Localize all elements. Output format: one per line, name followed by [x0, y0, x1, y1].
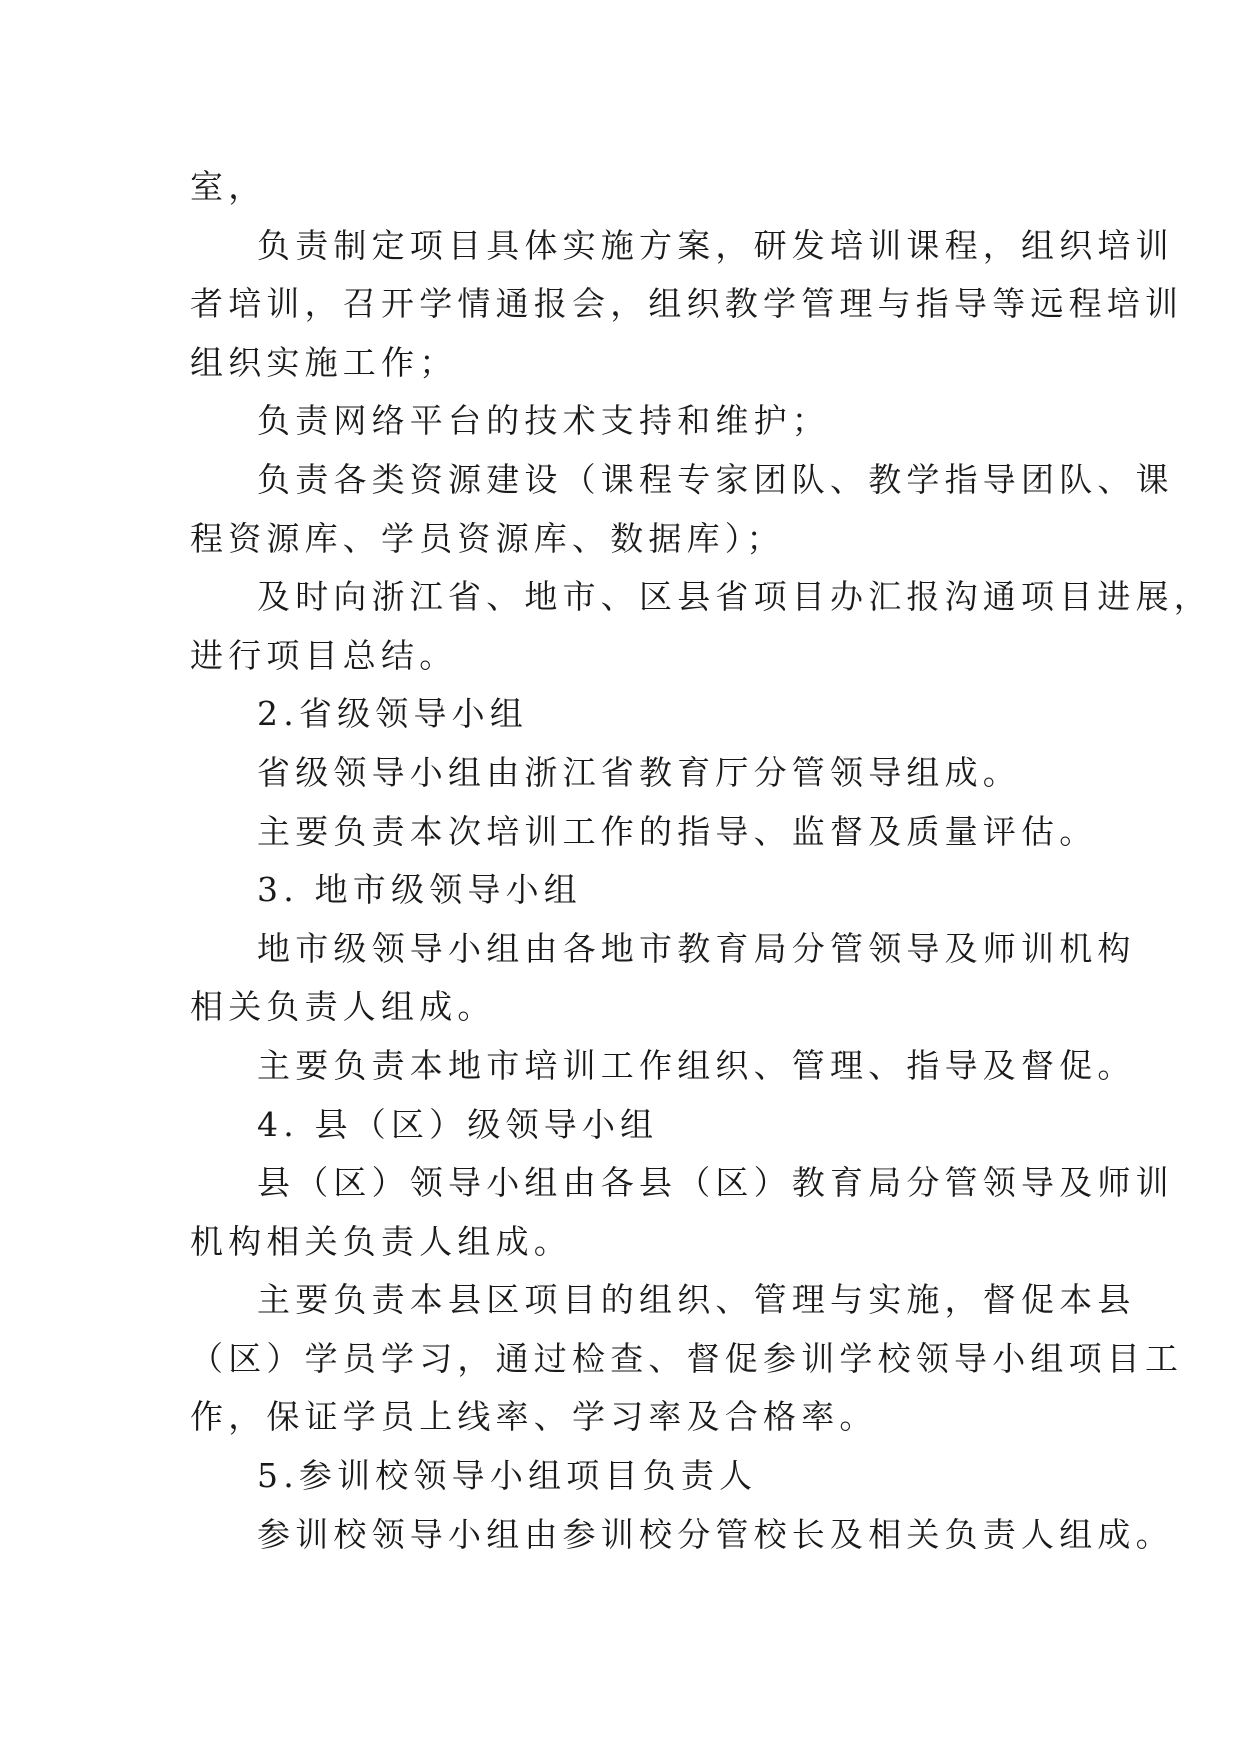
- text-line: 负责各类资源建设（课程专家团队、教学指导团队、课: [257, 459, 1174, 499]
- text-line: （区）学员学习，通过检查、督促参训学校领导小组项目工: [190, 1338, 1184, 1378]
- text-line: 及时向浙江省、地市、区县省项目办汇报沟通项目进展，: [257, 577, 1212, 617]
- text-line: 作，保证学员上线率、学习率及合格率。: [190, 1397, 878, 1437]
- text-line: 进行项目总结。: [190, 635, 458, 675]
- document-body: [190, 158, 1212, 1564]
- section-heading: 5.参训校领导小组项目负责人: [257, 1456, 758, 1496]
- text-line: 主要负责本次培训工作的指导、监督及质量评估。: [257, 811, 1098, 851]
- text-line: 县（区）领导小组由各县（区）教育局分管领导及师训: [257, 1163, 1174, 1203]
- text-line: 相关负责人组成。: [190, 987, 496, 1027]
- section-heading: 2.省级领导小组: [257, 694, 529, 734]
- text-line: 省级领导小组由浙江省教育厅分管领导组成。: [257, 752, 1021, 792]
- section-heading: 3. 地市级领导小组: [257, 870, 582, 910]
- text-line: 组织实施工作；: [190, 342, 458, 382]
- text-line: 者培训，召开学情通报会，组织教学管理与指导等远程培训: [190, 284, 1184, 324]
- text-line: 负责制定项目具体实施方案，研发培训课程，组织培训: [257, 225, 1174, 265]
- text-line: 主要负责本县区项目的组织、管理与实施，督促本县: [257, 1280, 1136, 1320]
- text-line: 负责网络平台的技术支持和维护；: [257, 401, 830, 441]
- text-line: 地市级领导小组由各地市教育局分管领导及师训机构: [257, 928, 1136, 968]
- text-line: 主要负责本地市培训工作组织、管理、指导及督促。: [257, 1045, 1136, 1085]
- text-line: 参训校领导小组由参训校分管校长及相关负责人组成。: [257, 1514, 1174, 1554]
- text-line: 室，: [190, 167, 267, 206]
- text-line: 程资源库、学员资源库、数据库）；: [190, 518, 785, 558]
- text-line: 机构相关负责人组成。: [190, 1221, 572, 1261]
- section-heading: 4. 县（区）级领导小组: [257, 1104, 659, 1144]
